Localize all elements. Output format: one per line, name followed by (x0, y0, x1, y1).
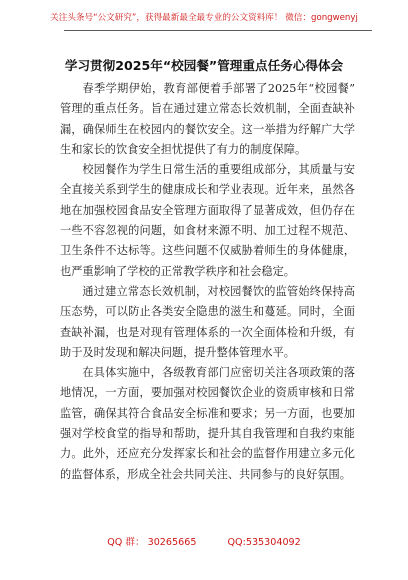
document-body (60, 79, 355, 485)
footer-contacts (0, 534, 408, 548)
paragraph: 春季学期伊始，教育部便着手部署了2025年“校园餐”管理的重点任务。旨在通过建立常态长效机制，全面查缺补漏，确保师生在校园内的餐饮安全。这一举措为纾解广大学生和家长的饮食安全担忧提供了有力的制度保障。 (60, 82, 355, 156)
paragraph: 校园餐作为学生日常生活的重要组成部分，其质量与安全直接关系到学生的健康成长和学业表现。近年来，虽然各地在加强校园食品安全管理方面取得了显著成效，但仍存在一些不容忽视的问题，如食材来源不明、加工过程不规范、卫生条件不达标等。这些问题不仅威胁着师生的身体健康，也严重影响了学校的正常教学秩序和社会稳定。 (60, 163, 355, 278)
header-promo-text: 关注头条号“公文研究”，获得最新最全最专业的公文资料库！ 微信：gongwenyj (50, 13, 358, 23)
footer-qq-number: QQ:535304092 (227, 537, 301, 548)
paragraph: 在具体实施中，各级教育部门应密切关注各项政策的落地情况，一方面，要加强对校园餐饮企业的资质审核和日常监管，确保其符合食品安全标准和要求；另一方面，也要加强对学校食堂的指导和帮助，提升其自我管理和自我约束能力。此外，还应充分发挥家长和社会的监督作用建立多元化的监督体系，形成全社会共同关注、共同参与的良好氛围。 (60, 366, 355, 481)
footer-qq-group: QQ 群： 30265665 (107, 537, 197, 548)
paragraph: 通过建立常态长效机制，对校园餐饮的监管始终保持高压态势，可以防止各类安全隐患的滋生和蔓延。同时，全面查缺补漏，也是对现有管理体系的一次全面体检和升级，有助于及时发现和解决问题，提升整体管理水平。 (60, 284, 355, 359)
document-title: 学习贯彻2025年“校园餐”管理重点任务心得体会 (64, 58, 344, 73)
header-divider (64, 30, 372, 31)
